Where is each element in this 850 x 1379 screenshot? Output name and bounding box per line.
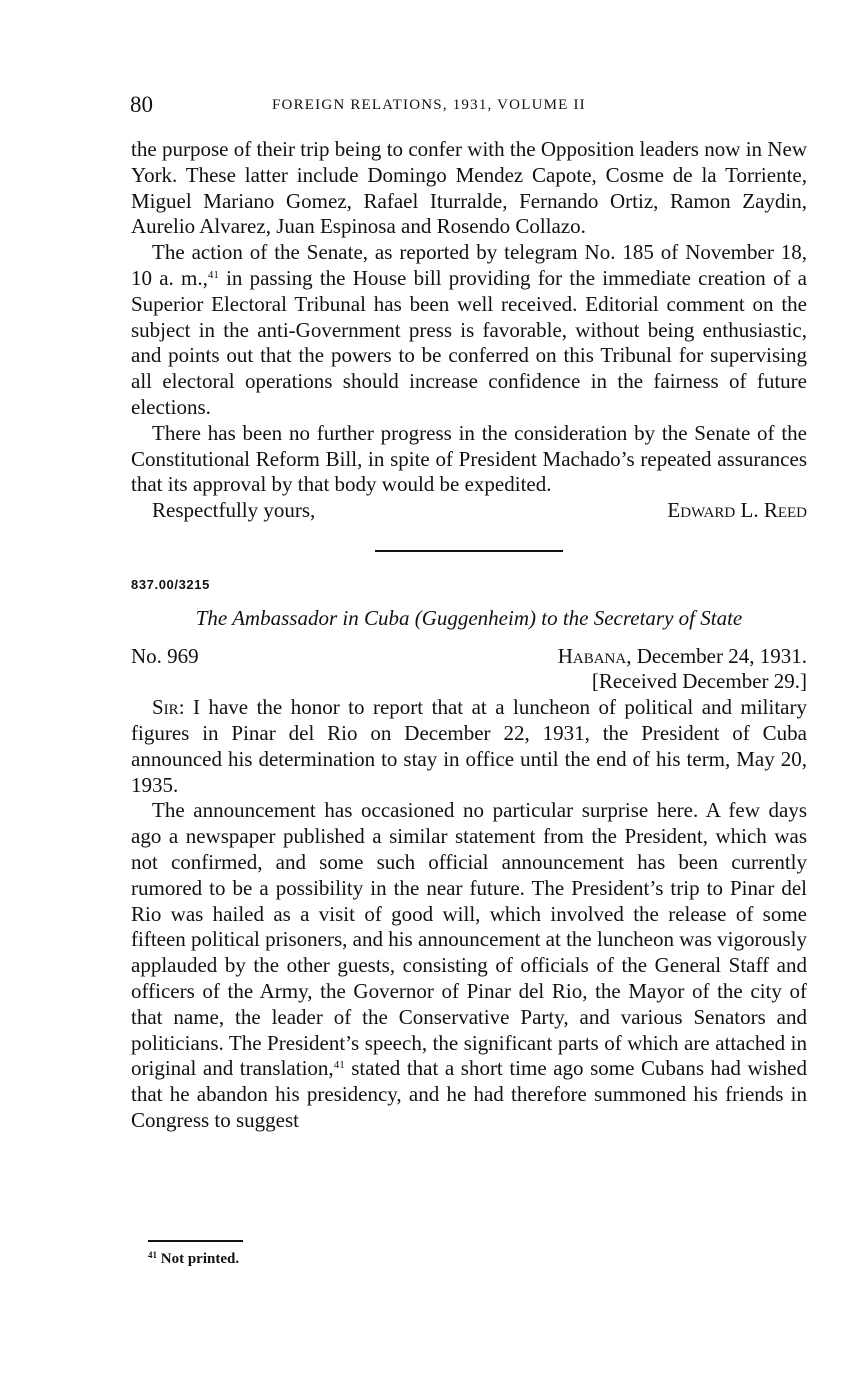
running-head <box>130 92 808 122</box>
footnote-rule <box>148 1240 243 1242</box>
letter1-paragraph-2-text-b: in passing the House bill providing for the immediate creation of a Superior Electoral Tribunal has been well received. Editorial comment on the subject in the anti-Government press is favorable, without being enthusiastic, and points out that the powers to be conferred on this Tribunal for supervising all electoral operations should increase confidence in the fairness of future elections. <box>131 265 807 419</box>
letter1-paragraph-2 <box>131 240 807 421</box>
letter2-paragraph-1 <box>131 695 807 798</box>
signature: Edward L. Reed <box>667 498 807 523</box>
salutation: Sir <box>152 695 179 720</box>
letter1-paragraph-2-text-a: The action of the Senate, as reported by telegram No. 185 of November 18, 10 a. m., <box>131 240 807 290</box>
letter2-paragraph-2 <box>131 798 807 1133</box>
document-number: No. 969 <box>131 643 199 668</box>
footnote <box>148 1250 648 1268</box>
page-number: 80 <box>130 92 153 117</box>
dateline-right <box>558 644 807 696</box>
letter1-paragraph-3: There has been no further progress in the consideration by the Senate of the Constitutional Reform Bill, in spite of President Machado’s repeated assurances that its approval by that body would be expedited. <box>131 420 807 497</box>
file-number: 837.00/3215 <box>131 576 210 592</box>
letter1-paragraph-1: the purpose of their trip being to confer with the Opposition leaders now in New York. These latter include Domingo Mendez Capote, Cosme de la Torriente, Miguel Mariano Gomez, Rafael Iturralde, Fernando Ortiz, Ramon Zaydin, Aurelio Alvarez, Juan Espinosa and Rosendo Collazo. <box>131 137 807 239</box>
letter2-paragraph-2-text-b: stated that a short time ago some Cubans had wished that he abandon his presidency, and he had therefore summoned his friends in Congress to suggest <box>131 1056 807 1132</box>
document-title: The Ambassador in Cuba (Guggenheim) to the Secretary of State <box>195 605 743 630</box>
running-title: FOREIGN RELATIONS, 1931, VOLUME II <box>272 97 586 113</box>
section-divider <box>375 550 563 552</box>
date: , December 24, 1931. <box>626 643 807 668</box>
footnotes <box>148 1240 648 1268</box>
received-date: [Received December 29.] <box>591 669 807 694</box>
footnote-text: Not printed. <box>157 1251 240 1267</box>
letter1-signoff <box>131 498 807 524</box>
closing: Respectfully yours, <box>152 498 316 523</box>
letter2-paragraph-1-text: : I have the honor to report that at a luncheon of political and military figures in Pinar del Rio on December 22, 1931, the President of Cuba announced his determination to stay in office until the end of his term, May 20, 1935. <box>131 695 807 797</box>
letter2-paragraph-2-text-a: The announcement has occasioned no particular surprise here. A few days ago a newspaper published a similar statement from the President, which was not confirmed, and some such official announcement has been currently rumored to be a possibility in the near future. The President’s trip to Pinar del Rio was hailed as a visit of good will, which involved the release of some fifteen political prisoners, and his announcement at the luncheon was vigorously applauded by the other guests, consisting of officials of the General Staff and officers of the Army, the Governor of Pinar del Rio, the Mayor of the city of that name, the leader of the Conservative Party, and various Senators and politicians. The President’s speech, the significant parts of which are attached in original and translation, <box>131 798 807 1081</box>
footnote-reference: 41 <box>207 268 219 281</box>
footnote-reference: 41 <box>333 1059 345 1072</box>
dateline <box>131 644 807 696</box>
place: Habana <box>557 643 627 668</box>
page-body <box>131 137 807 1134</box>
place-date <box>558 644 807 670</box>
footnote-mark: 41 <box>148 1250 157 1260</box>
